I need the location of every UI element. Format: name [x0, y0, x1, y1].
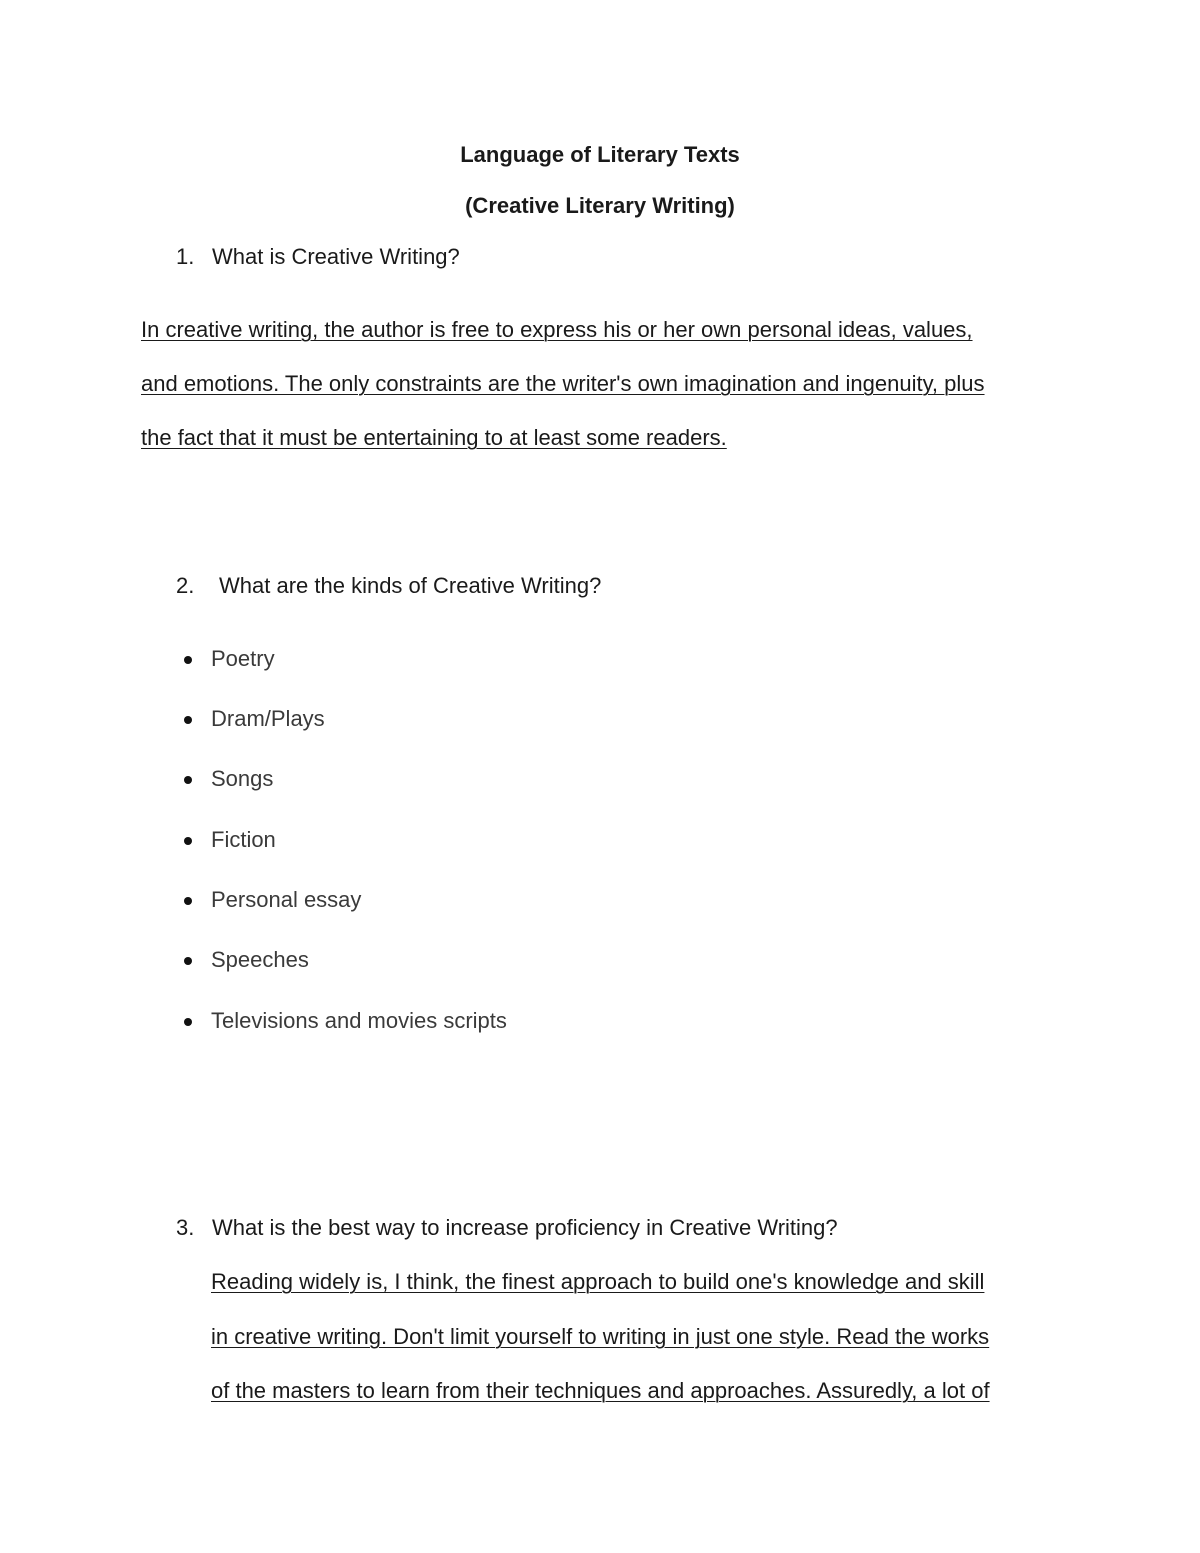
question-1	[176, 244, 460, 270]
answer-1-line: the fact that it must be entertaining to at least some readers.	[141, 425, 727, 450]
answer-1-line: In creative writing, the author is free to express his or her own personal ideas, values,	[141, 317, 973, 342]
list-item	[211, 646, 275, 672]
list-item	[211, 887, 361, 913]
list-item	[211, 1008, 507, 1034]
question-number: 1.	[176, 244, 195, 269]
list-item-label: Personal essay	[211, 887, 362, 912]
list-item	[211, 706, 325, 732]
bullet-icon	[184, 656, 192, 664]
bullet-icon	[184, 776, 192, 784]
question-number: 3.	[176, 1215, 195, 1240]
list-item-label: Fiction	[211, 827, 276, 852]
question-number: 2.	[176, 573, 195, 598]
list-item-label: Songs	[211, 766, 274, 791]
list-item-label: Speeches	[211, 947, 309, 972]
answer-3-line: in creative writing. Don't limit yourself to writing in just one style. Read the works	[211, 1324, 990, 1349]
bullet-icon	[184, 1018, 192, 1026]
list-item-label: Dram/Plays	[211, 706, 325, 731]
list-item-label: Poetry	[211, 646, 275, 671]
bullet-icon	[184, 837, 192, 845]
bullet-icon	[184, 957, 192, 965]
answer-1-line: and emotions. The only constraints are the writer's own imagination and ingenuity, plus	[141, 371, 985, 396]
document-subtitle: (Creative Literary Writing)	[465, 193, 735, 218]
list-item	[211, 766, 273, 792]
answer-3-line: Reading widely is, I think, the finest approach to build one's knowledge and skill	[211, 1269, 985, 1294]
bullet-icon	[184, 716, 192, 724]
bullet-icon	[184, 897, 192, 905]
list-item	[211, 827, 276, 853]
answer-3-line: of the masters to learn from their techniques and approaches. Assuredly, a lot of	[211, 1378, 990, 1403]
document-title: Language of Literary Texts	[460, 142, 740, 167]
question-2	[176, 573, 601, 599]
list-item-label: Televisions and movies scripts	[211, 1008, 507, 1033]
question-text: What is Creative Writing?	[212, 244, 460, 269]
question-text: What are the kinds of Creative Writing?	[219, 573, 602, 598]
question-text: What is the best way to increase proficiency in Creative Writing?	[212, 1215, 838, 1240]
question-3	[176, 1215, 838, 1241]
list-item	[211, 947, 309, 973]
